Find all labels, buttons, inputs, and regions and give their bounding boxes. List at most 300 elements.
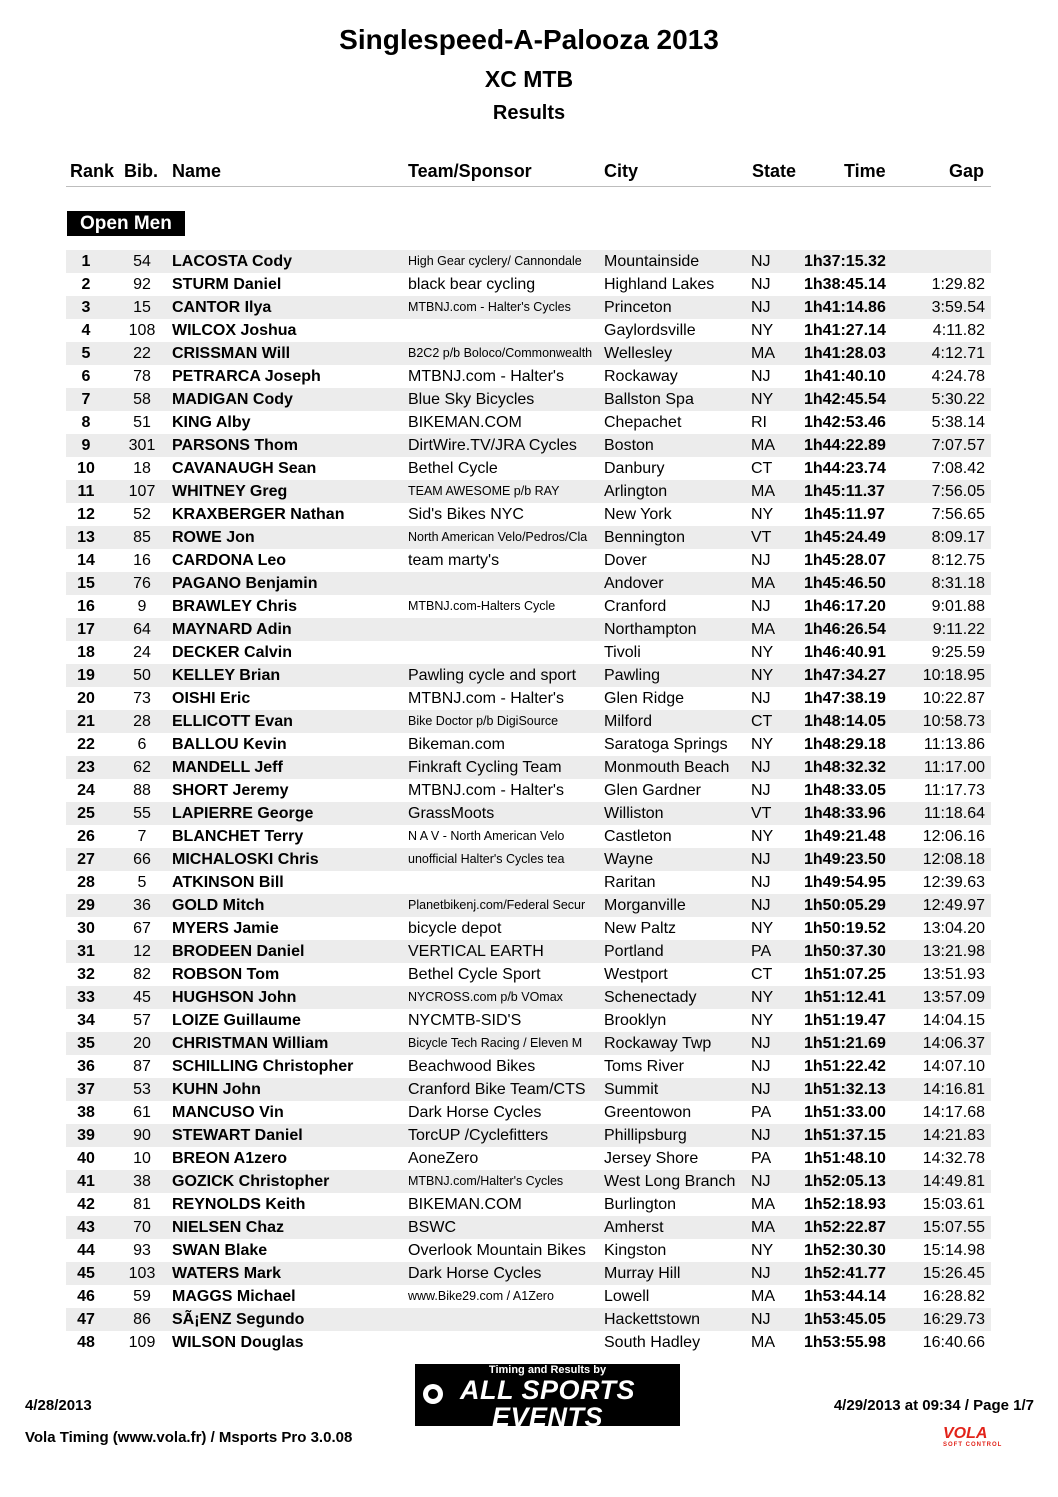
name-cell: HUGHSON John	[172, 989, 297, 1006]
name-cell: SHORT Jeremy	[172, 782, 289, 799]
bib-cell: 61	[133, 1104, 151, 1121]
name-cell: SWAN Blake	[172, 1242, 268, 1259]
bib-cell: 15	[133, 299, 151, 316]
time-cell: 1h44:23.74	[804, 460, 886, 477]
city-cell: Williston	[604, 805, 664, 822]
team-cell: MTBNJ.com - Halter's	[408, 368, 564, 385]
city-cell: Wayne	[604, 851, 654, 868]
bib-cell: 24	[133, 644, 151, 661]
time-cell: 1h50:37.30	[804, 943, 886, 960]
gap-cell: 11:13.86	[923, 736, 985, 753]
col-header-city: City	[604, 161, 639, 181]
state-cell: VT	[751, 805, 772, 822]
table-row	[66, 365, 991, 388]
time-cell: 1h48:33.96	[804, 805, 886, 822]
name-cell: STURM Daniel	[172, 276, 282, 293]
team-cell: VERTICAL EARTH	[408, 943, 544, 960]
state-cell: NY	[751, 391, 774, 408]
table-row	[66, 1239, 991, 1262]
col-header-time: Time	[844, 161, 886, 181]
table-row	[66, 618, 991, 641]
bib-cell: 36	[133, 897, 151, 914]
name-cell: BRAWLEY Chris	[172, 598, 298, 615]
rank-cell: 31	[77, 943, 95, 960]
table-row	[66, 457, 991, 480]
state-cell: MA	[751, 483, 775, 500]
time-cell: 1h42:53.46	[804, 414, 886, 431]
name-cell: LOIZE Guillaume	[172, 1012, 301, 1029]
table-row	[66, 1262, 991, 1285]
state-cell: PA	[751, 1104, 772, 1121]
name-cell: ELLICOTT Evan	[172, 713, 293, 730]
name-cell: WHITNEY Greg	[172, 483, 288, 500]
time-cell: 1h53:55.98	[804, 1334, 886, 1351]
city-cell: Mountainside	[604, 253, 700, 270]
table-row	[66, 411, 991, 434]
gap-cell: 16:28.82	[922, 1288, 985, 1305]
table-row	[66, 1032, 991, 1055]
name-cell: KING Alby	[172, 414, 251, 431]
name-cell: WILSON Douglas	[172, 1334, 304, 1351]
time-cell: 1h51:07.25	[804, 966, 886, 983]
time-cell: 1h41:40.10	[804, 368, 886, 385]
table-row	[66, 434, 991, 457]
team-cell: Bikeman.com	[408, 736, 505, 753]
name-cell: ROWE Jon	[172, 529, 255, 546]
city-cell: Amherst	[604, 1219, 664, 1236]
city-cell: West Long Branch	[604, 1173, 736, 1190]
rank-cell: 29	[77, 897, 95, 914]
table-row	[66, 871, 991, 894]
bib-cell: 51	[133, 414, 151, 431]
col-header-name: Name	[172, 161, 222, 181]
time-cell: 1h48:29.18	[804, 736, 886, 753]
state-cell: NJ	[751, 368, 771, 385]
name-cell: BLANCHET Terry	[172, 828, 304, 845]
team-cell: Bicycle Tech Racing / Eleven M	[408, 1036, 583, 1050]
all-sports-events-logo	[415, 1364, 680, 1453]
gap-cell: 7:56.65	[931, 506, 985, 523]
city-cell: Monmouth Beach	[604, 759, 730, 776]
rank-cell: 37	[77, 1081, 95, 1098]
rank-cell: 19	[77, 667, 95, 684]
state-cell: RI	[751, 414, 767, 431]
gap-cell: 4:11.82	[932, 322, 985, 339]
gap-cell: 15:26.45	[922, 1265, 985, 1282]
gap-cell: 14:07.10	[922, 1058, 985, 1075]
gap-cell: 14:49.81	[922, 1173, 985, 1190]
name-cell: PAGANO Benjamin	[172, 575, 318, 592]
team-cell: TEAM AWESOME p/b RAY	[408, 484, 560, 498]
table-row	[66, 917, 991, 940]
state-cell: MA	[751, 621, 775, 638]
bib-cell: 85	[133, 529, 151, 546]
table-row	[66, 733, 991, 756]
table-row	[66, 641, 991, 664]
table-row	[66, 756, 991, 779]
time-cell: 1h53:45.05	[804, 1311, 886, 1328]
table-row	[66, 802, 991, 825]
rank-cell: 46	[77, 1288, 95, 1305]
bib-cell: 22	[133, 345, 151, 362]
team-cell: MTBNJ.com - Halter's	[408, 782, 564, 799]
rank-cell: 24	[77, 782, 95, 799]
bib-cell: 59	[133, 1288, 151, 1305]
gap-cell: 1:29.82	[931, 276, 985, 293]
gap-cell: 9:11.22	[932, 621, 985, 638]
city-cell: Hackettstown	[604, 1311, 701, 1328]
city-cell: Tivoli	[604, 644, 641, 661]
table-row	[66, 1331, 991, 1354]
bib-cell: 20	[133, 1035, 151, 1052]
table-row	[66, 710, 991, 733]
time-cell: 1h46:26.54	[804, 621, 886, 638]
team-cell: BIKEMAN.COM	[408, 414, 522, 431]
city-cell: Castleton	[604, 828, 672, 845]
rank-cell: 6	[81, 368, 91, 385]
table-row	[66, 296, 991, 319]
gap-cell: 12:49.97	[922, 897, 985, 914]
bib-cell: 5	[137, 874, 147, 891]
time-cell: 1h51:22.42	[804, 1058, 886, 1075]
state-cell: NJ	[751, 759, 771, 776]
team-cell: High Gear cyclery/ Cannondale	[408, 254, 582, 268]
city-cell: Northampton	[604, 621, 697, 638]
rank-cell: 48	[77, 1334, 95, 1351]
team-cell: GrassMoots	[408, 805, 495, 822]
name-cell: KRAXBERGER Nathan	[172, 506, 345, 523]
time-cell: 1h45:11.37	[804, 483, 885, 500]
name-cell: PARSONS Thom	[172, 437, 298, 454]
team-cell: Blue Sky Bicycles	[408, 391, 535, 408]
bib-cell: 58	[133, 391, 151, 408]
state-cell: MA	[751, 437, 775, 454]
team-cell: MTBNJ.com/Halter's Cycles	[408, 1174, 564, 1188]
header-divider	[66, 186, 991, 187]
team-cell: Bike Doctor p/b DigiSource	[408, 714, 559, 728]
gap-cell: 14:32.78	[922, 1150, 985, 1167]
table-row	[66, 273, 991, 296]
name-cell: MAGGS Michael	[172, 1288, 296, 1305]
rank-cell: 40	[77, 1150, 95, 1167]
rank-cell: 9	[81, 437, 91, 454]
table-row	[66, 549, 991, 572]
team-cell: North American Velo/Pedros/Cla	[408, 530, 588, 544]
time-cell: 1h52:18.93	[804, 1196, 886, 1213]
team-cell: Cranford Bike Team/CTS	[408, 1081, 586, 1098]
gap-cell: 11:17.73	[923, 782, 985, 799]
bib-cell: 90	[133, 1127, 151, 1144]
bib-cell: 45	[133, 989, 151, 1006]
city-cell: Lowell	[604, 1288, 650, 1305]
col-header-state: State	[752, 161, 797, 181]
name-cell: CAVANAUGH Sean	[172, 460, 317, 477]
bib-cell: 103	[128, 1265, 156, 1282]
state-cell: NJ	[751, 851, 771, 868]
table-row	[66, 1216, 991, 1239]
city-cell: Rockaway Twp	[604, 1035, 712, 1052]
bib-cell: 53	[133, 1081, 151, 1098]
name-cell: WATERS Mark	[172, 1265, 282, 1282]
rank-cell: 14	[77, 552, 95, 569]
logo-url: www.allsportsevents.com	[486, 1442, 609, 1453]
table-row	[66, 986, 991, 1009]
rank-cell: 41	[77, 1173, 95, 1190]
name-cell: BREON A1zero	[172, 1150, 287, 1167]
table-row	[66, 388, 991, 411]
rank-cell: 3	[81, 299, 91, 316]
time-cell: 1h37:15.32	[804, 253, 886, 270]
team-cell: NYCROSS.com p/b VOmax	[408, 990, 563, 1004]
city-cell: Rockaway	[604, 368, 678, 385]
bib-cell: 18	[133, 460, 151, 477]
state-cell: NJ	[751, 253, 771, 270]
rank-cell: 16	[77, 598, 95, 615]
results-heading: Results	[492, 102, 566, 124]
gap-cell: 13:04.20	[922, 920, 985, 937]
gap-cell: 3:59.54	[931, 299, 985, 316]
name-cell: MYERS Jamie	[172, 920, 279, 937]
table-row	[66, 526, 991, 549]
city-cell: Brooklyn	[604, 1012, 667, 1029]
state-cell: NJ	[751, 552, 771, 569]
state-cell: NJ	[751, 1311, 771, 1328]
city-cell: Gaylordsville	[604, 322, 696, 339]
table-row	[66, 1193, 991, 1216]
time-cell: 1h49:23.50	[804, 851, 886, 868]
stopwatch-icon	[423, 1384, 443, 1404]
rank-cell: 11	[77, 483, 95, 500]
gap-cell: 8:31.18	[931, 575, 985, 592]
time-cell: 1h51:33.00	[804, 1104, 886, 1121]
rank-cell: 27	[77, 851, 95, 868]
print-timestamp-page: 4/29/2013 at 09:34 / Page 1/7	[833, 1397, 1034, 1414]
team-cell: Bethel Cycle	[408, 460, 498, 477]
bib-cell: 12	[133, 943, 151, 960]
gap-cell: 4:24.78	[931, 368, 985, 385]
city-cell: Morganville	[604, 897, 686, 914]
city-cell: Pawling	[604, 667, 661, 684]
name-cell: SÃ¡ENZ Segundo	[172, 1311, 305, 1328]
time-cell: 1h51:19.47	[804, 1012, 886, 1029]
name-cell: BRODEEN Daniel	[172, 943, 305, 960]
rank-cell: 5	[81, 345, 91, 362]
state-cell: PA	[751, 943, 772, 960]
results-table	[66, 250, 991, 1354]
rank-cell: 35	[77, 1035, 95, 1052]
state-cell: NJ	[751, 782, 771, 799]
team-cell: Overlook Mountain Bikes	[408, 1242, 586, 1259]
time-cell: 1h51:21.69	[804, 1035, 886, 1052]
name-cell: LACOSTA Cody	[172, 253, 292, 270]
city-cell: Glen Ridge	[604, 690, 685, 707]
team-cell: Planetbikenj.com/Federal Secur	[408, 898, 586, 912]
rank-cell: 32	[77, 966, 95, 983]
rank-cell: 2	[81, 276, 91, 293]
city-cell: Danbury	[604, 460, 665, 477]
bib-cell: 86	[133, 1311, 151, 1328]
team-cell: MTBNJ.com - Halter's Cycles	[408, 300, 571, 314]
team-cell: NYCMTB-SID'S	[408, 1012, 522, 1029]
team-cell: N A V - North American Velo	[408, 829, 565, 843]
city-cell: Arlington	[604, 483, 668, 500]
gap-cell: 13:51.93	[922, 966, 985, 983]
gap-cell: 10:18.95	[922, 667, 985, 684]
time-cell: 1h41:14.86	[804, 299, 886, 316]
city-cell: Princeton	[604, 299, 672, 316]
bib-cell: 87	[133, 1058, 151, 1075]
city-cell: Jersey Shore	[604, 1150, 699, 1167]
gap-cell: 14:17.68	[922, 1104, 985, 1121]
team-cell: B2C2 p/b Boloco/Commonwealth	[408, 346, 593, 360]
time-cell: 1h47:38.19	[804, 690, 886, 707]
rank-cell: 13	[77, 529, 95, 546]
state-cell: NY	[751, 506, 774, 523]
time-cell: 1h41:28.03	[804, 345, 886, 362]
gap-cell: 14:16.81	[922, 1081, 985, 1098]
state-cell: PA	[751, 1150, 772, 1167]
rank-cell: 20	[77, 690, 95, 707]
logo-tagline: Timing and Results by	[488, 1364, 607, 1376]
table-row	[66, 687, 991, 710]
state-cell: MA	[751, 1334, 775, 1351]
category-label: Open Men	[67, 211, 185, 236]
time-cell: 1h52:30.30	[804, 1242, 886, 1259]
table-row	[66, 319, 991, 342]
city-cell: New Paltz	[604, 920, 677, 937]
state-cell: NY	[751, 644, 774, 661]
team-cell: Finkraft Cycling Team	[408, 759, 562, 776]
gap-cell: 15:07.55	[922, 1219, 985, 1236]
city-cell: Wellesley	[604, 345, 673, 362]
bib-cell: 73	[133, 690, 151, 707]
state-cell: NY	[751, 989, 774, 1006]
city-cell: Milford	[604, 713, 653, 730]
name-cell: MADIGAN Cody	[172, 391, 293, 408]
bib-cell: 92	[133, 276, 151, 293]
name-cell: GOZICK Christopher	[172, 1173, 330, 1190]
gap-cell: 9:25.59	[931, 644, 985, 661]
time-cell: 1h44:22.89	[804, 437, 886, 454]
bib-cell: 9	[137, 598, 147, 615]
state-cell: MA	[751, 1219, 775, 1236]
time-cell: 1h45:46.50	[804, 575, 886, 592]
col-header-rank: Rank	[70, 161, 115, 181]
time-cell: 1h51:48.10	[804, 1150, 886, 1167]
name-cell: MICHALOSKI Chris	[172, 851, 319, 868]
city-cell: Glen Gardner	[604, 782, 701, 799]
city-cell: Burlington	[604, 1196, 677, 1213]
city-cell: Saratoga Springs	[604, 736, 728, 753]
time-cell: 1h51:32.13	[804, 1081, 886, 1098]
table-row	[66, 342, 991, 365]
team-cell: TorcUP /Cyclefitters	[408, 1127, 549, 1144]
table-row	[66, 1009, 991, 1032]
rank-cell: 28	[77, 874, 95, 891]
gap-cell: 5:30.22	[931, 391, 985, 408]
table-row	[66, 894, 991, 917]
city-cell: Cranford	[604, 598, 667, 615]
software-credit: Vola Timing (www.vola.fr) / Msports Pro 3.0.08	[25, 1429, 353, 1446]
state-cell: NY	[751, 1012, 774, 1029]
city-cell: New York	[604, 506, 672, 523]
name-cell: ATKINSON Bill	[172, 874, 284, 891]
city-cell: Boston	[604, 437, 654, 454]
bib-cell: 10	[133, 1150, 151, 1167]
bib-cell: 301	[128, 437, 156, 454]
city-cell: Dover	[604, 552, 647, 569]
name-cell: PETRARCA Joseph	[172, 368, 321, 385]
bib-cell: 6	[137, 736, 147, 753]
table-row	[66, 250, 991, 273]
team-cell: Dark Horse Cycles	[408, 1265, 542, 1282]
time-cell: 1h48:32.32	[804, 759, 886, 776]
city-cell: Chepachet	[604, 414, 682, 431]
name-cell: WILCOX Joshua	[172, 322, 297, 339]
time-cell: 1h49:54.95	[804, 874, 886, 891]
team-cell: Bethel Cycle Sport	[408, 966, 541, 983]
table-row	[66, 595, 991, 618]
state-cell: NJ	[751, 874, 771, 891]
time-cell: 1h52:41.77	[804, 1265, 886, 1282]
bib-cell: 55	[133, 805, 151, 822]
table-row	[66, 779, 991, 802]
city-cell: Andover	[604, 575, 664, 592]
team-cell: team marty's	[408, 552, 500, 569]
time-cell: 1h46:40.91	[804, 644, 886, 661]
time-cell: 1h49:21.48	[804, 828, 886, 845]
bib-cell: 50	[133, 667, 151, 684]
state-cell: CT	[751, 713, 773, 730]
col-header-team: Team/Sponsor	[408, 161, 532, 181]
rank-cell: 39	[77, 1127, 95, 1144]
col-header-gap: Gap	[949, 161, 985, 181]
time-cell: 1h51:12.41	[804, 989, 886, 1006]
table-row	[66, 848, 991, 871]
rank-cell: 12	[77, 506, 95, 523]
city-cell: Highland Lakes	[604, 276, 715, 293]
name-cell: OISHI Eric	[172, 690, 251, 707]
rank-cell: 30	[77, 920, 95, 937]
team-cell: black bear cycling	[408, 276, 536, 293]
table-row	[66, 1101, 991, 1124]
gap-cell: 14:06.37	[922, 1035, 985, 1052]
race-date: 4/28/2013	[25, 1397, 92, 1414]
gap-cell: 13:21.98	[922, 943, 985, 960]
time-cell: 1h45:11.97	[804, 506, 885, 523]
team-cell: MTBNJ.com-Halters Cycle	[408, 599, 556, 613]
state-cell: NJ	[751, 1265, 771, 1282]
table-row	[66, 1170, 991, 1193]
logo-brand: ALL SPORTS EVENTS	[459, 1375, 636, 1432]
rank-cell: 4	[81, 322, 91, 339]
rank-cell: 7	[81, 391, 91, 408]
team-cell: bicycle depot	[408, 920, 502, 937]
gap-cell: 11:17.00	[923, 759, 985, 776]
table-row	[66, 1308, 991, 1331]
time-cell: 1h52:05.13	[804, 1173, 886, 1190]
name-cell: CRISSMAN Will	[172, 345, 291, 362]
rank-cell: 43	[77, 1219, 95, 1236]
bib-cell: 7	[137, 828, 147, 845]
bib-cell: 38	[133, 1173, 151, 1190]
time-cell: 1h38:45.14	[804, 276, 886, 293]
table-row	[66, 1055, 991, 1078]
state-cell: NJ	[751, 1035, 771, 1052]
gap-cell: 4:12.71	[931, 345, 985, 362]
rank-cell: 18	[77, 644, 95, 661]
state-cell: VT	[751, 529, 772, 546]
